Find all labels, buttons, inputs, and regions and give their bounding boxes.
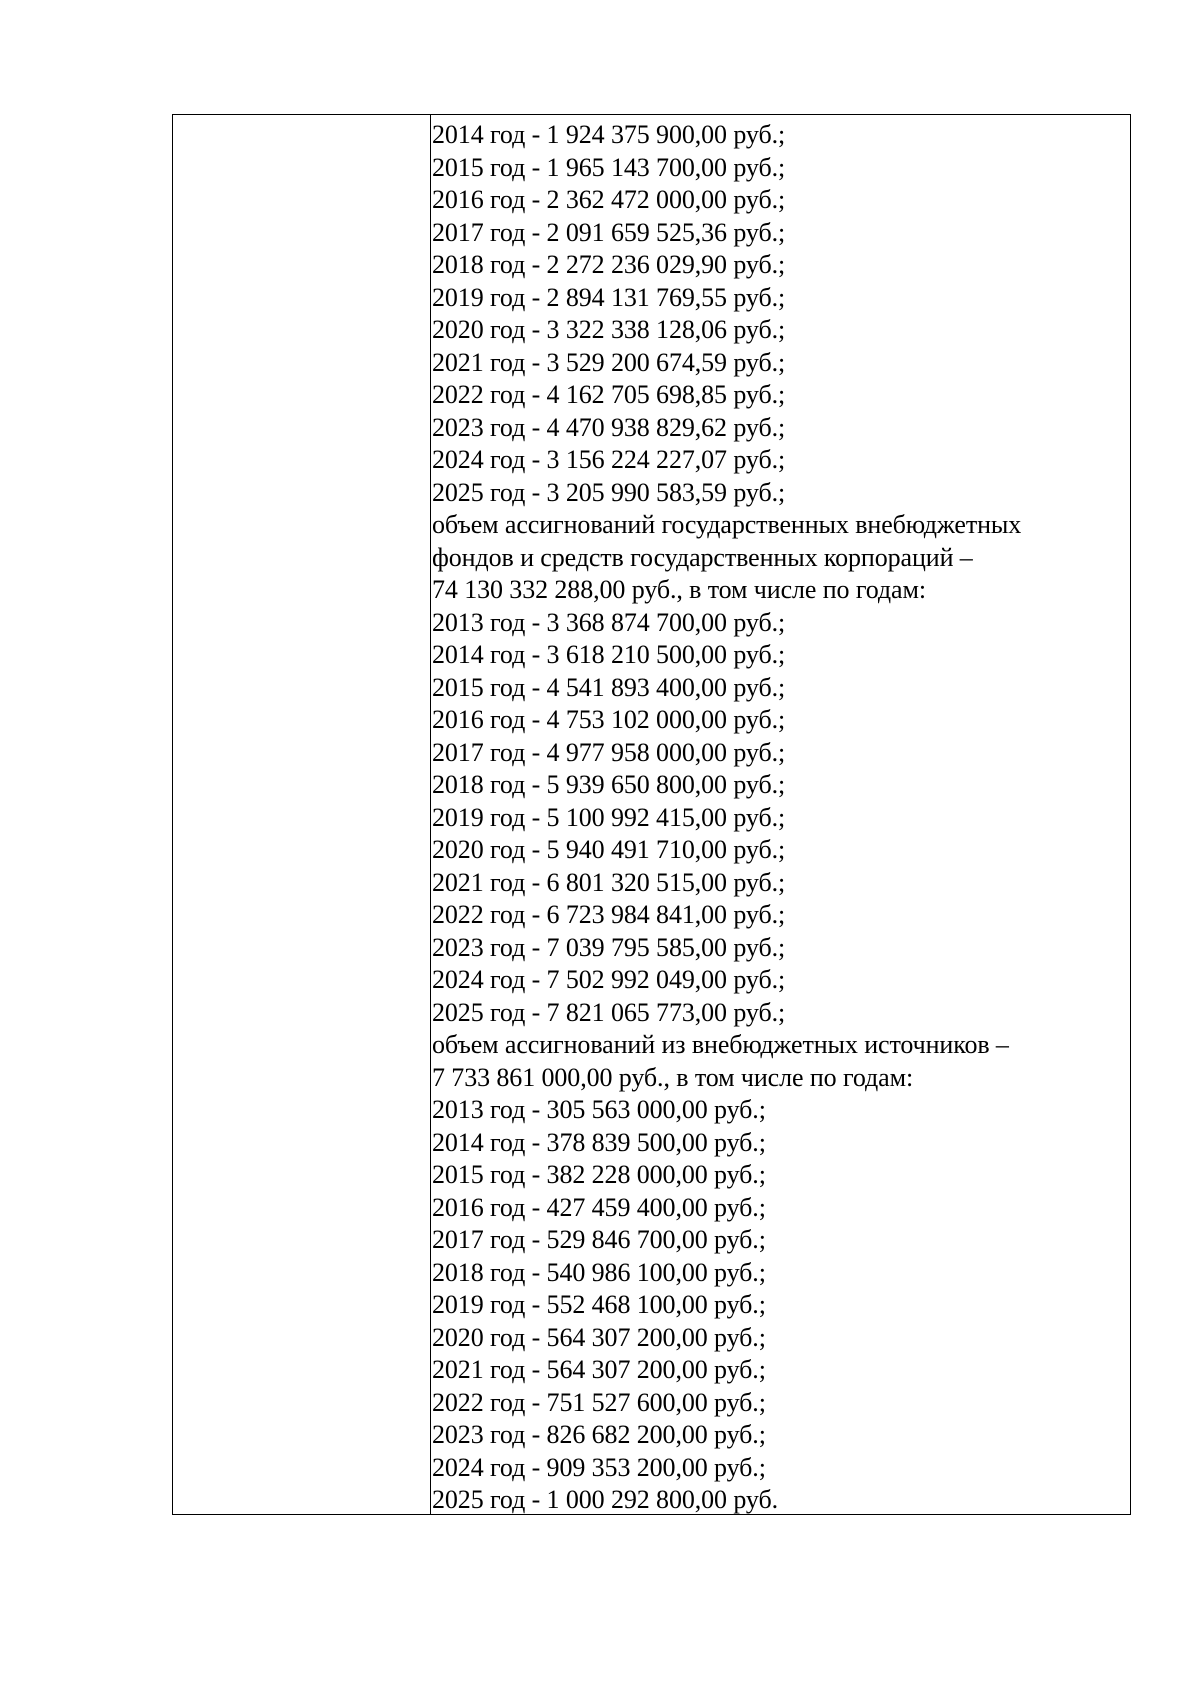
text-line: 2021 год - 3 529 200 674,59 руб.; xyxy=(432,347,786,377)
text-line: 2021 год - 564 307 200,00 руб.; xyxy=(432,1355,766,1384)
text-line: 2020 год - 564 307 200,00 руб.; xyxy=(432,1322,766,1352)
text-line: 2018 год - 2 272 236 029,90 руб.; xyxy=(432,250,786,279)
text-line: 2023 год - 7 039 795 585,00 руб.; xyxy=(432,932,786,962)
text-line: 2022 год - 6 723 984 841,00 руб.; xyxy=(432,900,786,929)
text-line: 2013 год - 3 368 874 700,00 руб.; xyxy=(432,607,786,637)
text-line: 2017 год - 529 846 700,00 руб.; xyxy=(432,1225,766,1254)
text-line: 2025 год - 3 205 990 583,59 руб.; xyxy=(432,477,786,507)
text-line: 2016 год - 427 459 400,00 руб.; xyxy=(432,1192,766,1222)
text-line: 2023 год - 826 682 200,00 руб.; xyxy=(432,1420,766,1449)
text-line: 2022 год - 751 527 600,00 руб.; xyxy=(432,1387,766,1417)
text-line: 2019 год - 552 468 100,00 руб.; xyxy=(432,1290,766,1319)
table-left-cell xyxy=(173,115,431,1514)
section-heading-line: фондов и средств государственных корпораций – xyxy=(432,542,973,572)
text-line: 2016 год - 2 362 472 000,00 руб.; xyxy=(432,185,786,214)
text-line: 2025 год - 7 821 065 773,00 руб.; xyxy=(432,997,786,1027)
text-line: 2020 год - 3 322 338 128,06 руб.; xyxy=(432,315,786,344)
section-total-line: 74 130 332 288,00 руб., в том числе по годам: xyxy=(432,575,926,604)
text-line: 2017 год - 4 977 958 000,00 руб.; xyxy=(432,737,786,767)
text-line: 2015 год - 382 228 000,00 руб.; xyxy=(432,1160,766,1189)
text-line: 2019 год - 5 100 992 415,00 руб.; xyxy=(432,802,786,832)
text-line: 2015 год - 1 965 143 700,00 руб.; xyxy=(432,152,786,182)
text-line: 2024 год - 7 502 992 049,00 руб.; xyxy=(432,965,786,994)
text-line: 2025 год - 1 000 292 800,00 руб. xyxy=(432,1485,778,1514)
text-line: 2024 год - 3 156 224 227,07 руб.; xyxy=(432,445,786,474)
text-line: 2013 год - 305 563 000,00 руб.; xyxy=(432,1095,766,1124)
section-total-line: 7 733 861 000,00 руб., в том числе по годам: xyxy=(432,1062,914,1092)
section-heading-line: объем ассигнований из внебюджетных источников – xyxy=(432,1030,1009,1059)
section-heading-line: объем ассигнований государственных внебюджетных xyxy=(432,510,1022,539)
text-line: 2018 год - 5 939 650 800,00 руб.; xyxy=(432,770,786,799)
text-line: 2021 год - 6 801 320 515,00 руб.; xyxy=(432,867,786,897)
funding-table xyxy=(172,114,1131,1515)
text-line: 2020 год - 5 940 491 710,00 руб.; xyxy=(432,835,786,864)
table-right-cell xyxy=(431,115,1130,1514)
text-line: 2014 год - 378 839 500,00 руб.; xyxy=(432,1127,766,1157)
text-line: 2016 год - 4 753 102 000,00 руб.; xyxy=(432,705,786,734)
text-line: 2014 год - 3 618 210 500,00 руб.; xyxy=(432,640,786,669)
text-line: 2022 год - 4 162 705 698,85 руб.; xyxy=(432,380,786,409)
text-line: 2015 год - 4 541 893 400,00 руб.; xyxy=(432,672,786,702)
text-line: 2023 год - 4 470 938 829,62 руб.; xyxy=(432,412,786,442)
text-line: 2024 год - 909 353 200,00 руб.; xyxy=(432,1452,766,1482)
text-line: 2017 год - 2 091 659 525,36 руб.; xyxy=(432,217,786,247)
text-line: 2018 год - 540 986 100,00 руб.; xyxy=(432,1257,766,1287)
text-line: 2019 год - 2 894 131 769,55 руб.; xyxy=(432,282,786,312)
text-line: 2014 год - 1 924 375 900,00 руб.; xyxy=(432,120,786,149)
